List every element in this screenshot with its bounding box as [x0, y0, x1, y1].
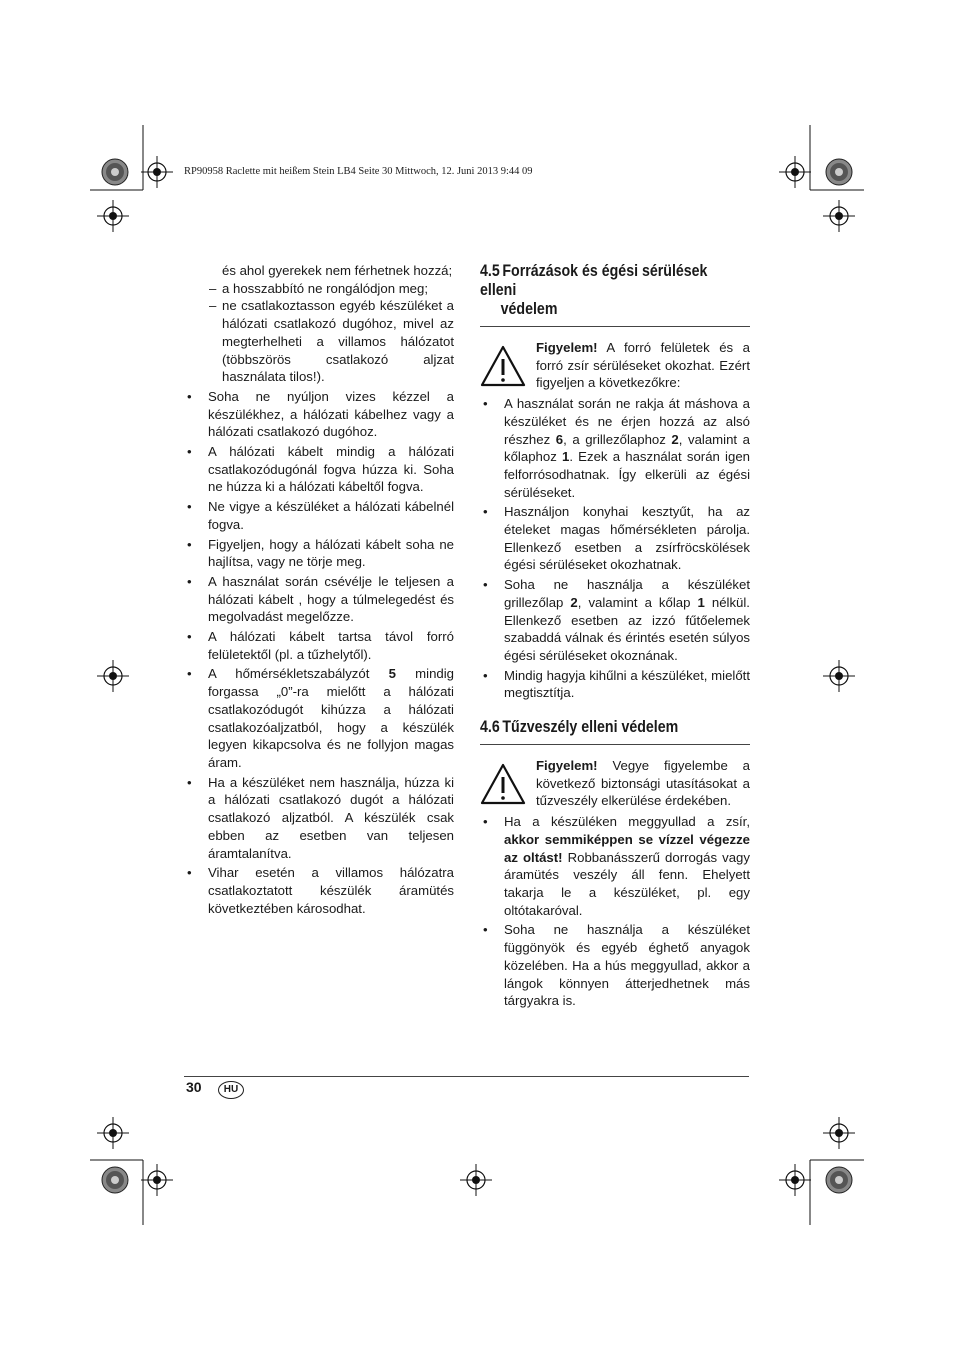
list-item: • Figyeljen, hogy a hálózati kábelt soha ne hajlítsa, vagy ne törje meg.	[184, 536, 454, 571]
list-item: • Mindig hagyja kihűlni a készüléket, mielőtt megtisztítja.	[480, 667, 750, 702]
list-item: • A hőmérsékletszabályzót 5 mindig forgassa „0”-ra mielőtt a hálózati csatlakozódugót kihúzza a hálózati csatlakozóaljzatból, hogy a készülék legyen kikapcsolva és ne follyjon magas áram.	[184, 665, 454, 771]
registration-mark-icon	[823, 660, 855, 692]
language-badge: HU	[218, 1081, 244, 1099]
registration-mark-icon	[823, 200, 855, 232]
list-item: • A hálózati kábelt tartsa távol forró felületektől (pl. a tűzhelytől).	[184, 628, 454, 663]
list-item: • Használjon konyhai kesztyűt, ha az ételeket magas hőmérsékleten párolja. Ellenkező esetben a zsírfröcskölések égési sérüléseket okozhatnak.	[480, 503, 750, 574]
registration-mark-icon	[779, 156, 811, 188]
warning-triangle-icon	[480, 763, 526, 805]
left-column	[184, 262, 454, 919]
section-heading-4-5: 4.5 Forrázások és égési sérülések elleni védelem	[480, 262, 750, 327]
registration-mark-icon	[779, 1164, 811, 1196]
registration-mark-icon	[823, 1117, 855, 1149]
right-column	[480, 262, 750, 1012]
list-item: • A hálózati kábelt mindig a hálózati csatlakozódugónál fogva húzza ki. Soha ne húzza ki a hálózati kábeltől fogva.	[184, 443, 454, 496]
list-item: • Ne vigye a készüléket a hálózati kábelnél fogva.	[184, 498, 454, 533]
registration-mark-icon	[97, 660, 129, 692]
bullet-list	[480, 813, 750, 1010]
print-slug-line: RP90958 Raclette mit heißem Stein LB4 Seite 30 Mittwoch, 12. Juni 2013 9:44 09	[184, 166, 533, 177]
registration-mark-icon	[141, 1164, 173, 1196]
continuation-text: és ahol gyerekek nem férhetnek hozzá;	[222, 263, 453, 278]
registration-mark-icon	[97, 200, 129, 232]
dash-item: – ne csatlakoztasson egyéb készüléket a hálózati csatlakozó dugóhoz, mivel az megterhelheti a villamos hálózatot (többszörös csatlakozó aljzat használata tilos!).	[209, 298, 454, 385]
color-wheel-icon	[102, 159, 128, 185]
list-item: • A használat során ne rakja át máshova a készüléket és ne érjen hozzá az alsó részhez 6, a grillezőlaphoz 2, valamint a kőlaphoz 1. Ezek a használat során igen felforrósodhatnak. Így elkerüli az égési sérüléseket.	[480, 395, 750, 501]
bullet-list	[184, 388, 454, 917]
registration-mark-icon	[97, 1117, 129, 1149]
registration-mark-icon	[141, 156, 173, 188]
registration-mark-icon	[460, 1164, 492, 1196]
color-wheel-icon	[826, 159, 852, 185]
list-item: • Ha a készüléken meggyullad a zsír, akkor semmiképpen se vízzel végezze az oltást! Robbanásszerű dorrogás vagy áramütés veszély áll fenn. Ehelyett takarja le a készüléket, pl. egy oltótakaróval.	[480, 813, 750, 919]
list-item: • Vihar esetén a villamos hálózatra csatlakoztatott készülék áramütés következtében károsodhat.	[184, 864, 454, 917]
page-number: 30	[186, 1079, 202, 1095]
bullet-list	[480, 395, 750, 702]
warning-block: Figyelem! Vegye figyelembe a következő biztonsági utasításokat a tűzveszély elkerülése érdekében.	[480, 757, 750, 810]
list-item: • Soha ne nyúljon vizes kézzel a készülékhez, a hálózati kábelhez vagy a hálózati csatlakozó dugóhoz.	[184, 388, 454, 441]
list-item: • Soha ne használja a készüléket függönyök és egyéb éghető anyagok közelében. Ha a hús meggyullad, akkor a lángok könnyen átterjedhetnek más tárgyakra is.	[480, 921, 750, 1010]
list-item: • A használat során csévélje le teljesen a hálózati kábelt , hogy a túlmelegedést és megolvadást megelőzze.	[184, 573, 454, 626]
list-item: • Soha ne használja a készüléket grillezőlap 2, valamint a kőlap 1 nélkül. Ellenkező esetben az izzó fűtőelemek szabaddá válnak és érintés esetén súlyos égési sérüléseket okoznának.	[480, 576, 750, 665]
list-item: • Ha a készüléket nem használja, húzza ki a hálózati csatlakozó dugót a hálózati csatlakozó aljzatból. A készülék csak ebben az esetben van teljesen áramtalanítva.	[184, 774, 454, 863]
section-heading-4-6: 4.6 Tűzveszély elleni védelem	[480, 718, 750, 745]
warning-triangle-icon	[480, 345, 526, 387]
warning-block: Figyelem! A forró felületek és a forró zsír sérüléseket okozhat. Ezért figyeljen a következőkre:	[480, 339, 750, 392]
color-wheel-icon	[826, 1167, 852, 1193]
dash-item: – a hosszabbító ne rongálódjon meg;	[209, 280, 429, 296]
footer-rule	[184, 1076, 749, 1077]
color-wheel-icon	[102, 1167, 128, 1193]
